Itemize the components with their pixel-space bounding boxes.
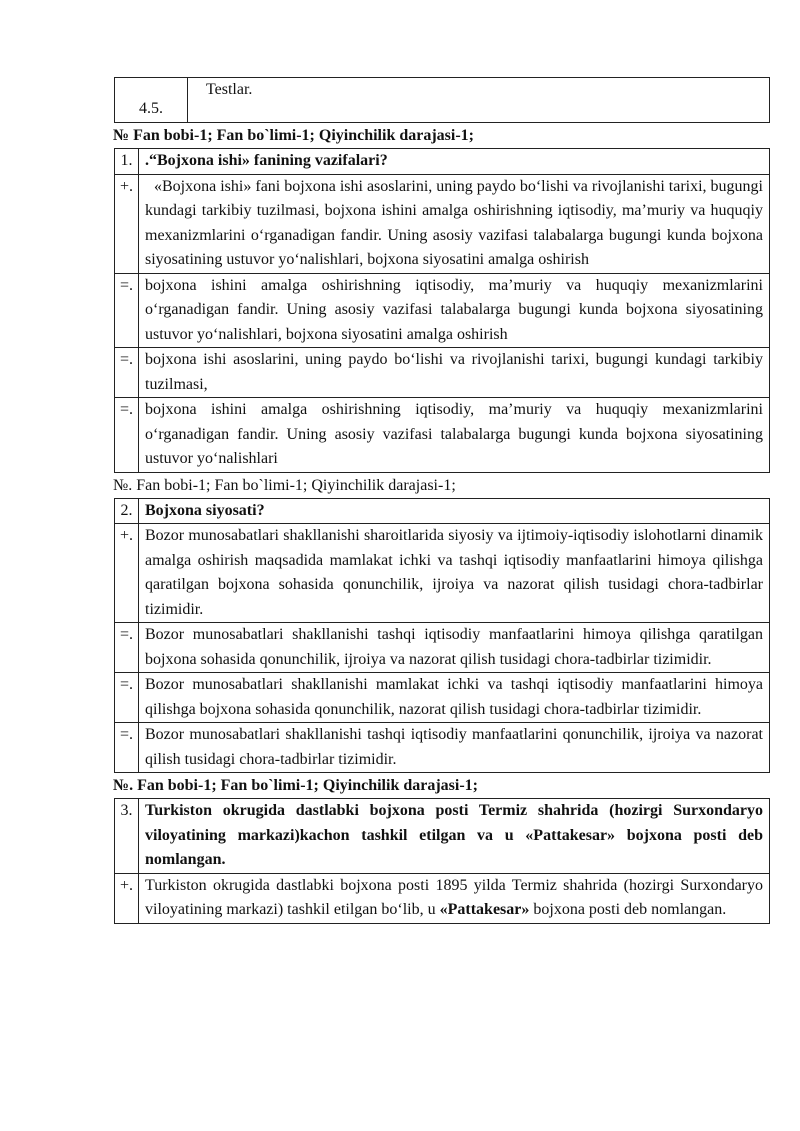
answer-text xyxy=(139,873,770,923)
answer-text: Bozor munosabatlari shakllanishi tashqi iqtisodiy manfaatlarini himoya qilishga qaratilgan bojxona sohasida qonunchilik, ijroiya va nazorat qilish tusidagi chora-tadbirlar tizimidir. xyxy=(139,623,770,673)
answer-row xyxy=(115,524,770,623)
answer-text: Bozor munosabatlari shakllanishi tashqi iqtisodiy manfaatlarini qonunchilik, ijroiya va nazorat qilish tusidagi chora-tadbirlar tizimidir. xyxy=(139,723,770,773)
answer-text-part: Turkiston okrugida dastlabki bojxona posti 1895 yilda Termiz shahrida (hozirgi Surxondaryo viloyatining markazi) tashkil etilgan bo‘lib, u xyxy=(145,876,763,918)
question-text: .“Bojxona ishi» fanining vazifalari? xyxy=(139,149,770,175)
answer-text: bojxona ishini amalga oshirishning iqtisodiy, ma’muriy va huquqiy mexanizmlarini o‘rganadigan fandir. Uning asosiy vazifasi talabalarga bugungi kunda bojxona siyosatining ustuvor yo‘nalishlari, bojxona siyosatini amalga oshirish xyxy=(139,273,770,348)
answer-mark: =. xyxy=(115,723,139,773)
answer-text-part: bojxona posti deb nomlangan. xyxy=(529,901,727,918)
answer-mark: =. xyxy=(115,348,139,398)
answer-mark: +. xyxy=(115,873,139,923)
answer-row xyxy=(115,673,770,723)
answer-mark: +. xyxy=(115,174,139,273)
answer-mark: =. xyxy=(115,398,139,473)
question-number: 1. xyxy=(115,149,139,175)
question-text: Turkiston okrugida dastlabki bojxona posti Termiz shahrida (hozirgi Surxondaryo viloyatining markazi)kachon tashkil etilgan va u «Pattakesar» bojxona posti deb nomlangan. xyxy=(139,799,770,874)
question-row xyxy=(115,149,770,175)
section-title: Testlar. xyxy=(188,78,770,123)
answer-row xyxy=(115,723,770,773)
answer-row xyxy=(115,273,770,348)
question-row xyxy=(115,799,770,874)
answer-row xyxy=(115,174,770,273)
question-text: Bojxona siyosati? xyxy=(139,498,770,524)
answer-text-bold: «Pattakesar» xyxy=(439,901,530,918)
answer-text: bojxona ishini amalga oshirishning iqtisodiy, ma’muriy va huquqiy mexanizmlarini o‘rganadigan fandir. Uning asosiy vazifasi talabalarga bugungi kunda bojxona siyosatining ustuvor yo‘nalishlari xyxy=(139,398,770,473)
answer-mark: +. xyxy=(115,524,139,623)
answer-row xyxy=(115,398,770,473)
answer-mark: =. xyxy=(115,273,139,348)
section-header-table xyxy=(114,77,770,123)
question-row xyxy=(115,498,770,524)
answer-text: Bozor munosabatlari shakllanishi sharoitlarida siyosiy va ijtimoiy-iqtisodiy islohotlarni dinamik amalga oshirish maqsadida mamlakat ichki va tashqi iqtisodiy manfaatlarini himoya qilishga qaratilgan bojxona sohasida qonunchilik, ijroiya va nazorat qilish tusidagi chora-tadbirlar tizimidir. xyxy=(139,524,770,623)
answer-text: «Bojxona ishi» fani bojxona ishi asoslarini, uning paydo bo‘lishi va rivojlanishi tarixi, bugungi kundagi tarkibiy tuzilmasi, bojxona ishini amalga oshirishning iqtisodiy, ma’muriy va huquqiy mexanizmlarini o‘rganadigan fandir. Uning asosiy vazifasi talabalarga bugungi kunda bojxona siyosatining ustuvor yo‘nalishlari, bojxona siyosatini amalga oshirish xyxy=(139,174,770,273)
answer-mark: =. xyxy=(115,623,139,673)
answer-mark: =. xyxy=(115,673,139,723)
document-page xyxy=(114,77,770,924)
question-meta: № Fan bobi-1; Fan bo`limi-1; Qiyinchilik darajasi-1; xyxy=(113,127,474,144)
question-meta: №. Fan bobi-1; Fan bo`limi-1; Qiyinchilik darajasi-1; xyxy=(113,777,478,794)
question-number: 2. xyxy=(115,498,139,524)
question-meta: №. Fan bobi-1; Fan bo`limi-1; Qiyinchilik darajasi-1; xyxy=(113,476,456,494)
answer-row xyxy=(115,873,770,923)
answer-text: Bozor munosabatlari shakllanishi mamlakat ichki va tashqi iqtisodiy manfaatlarini himoya qilishga bojxona sohasida qonunchilik, nazorat qilish tusidagi chora-tadbirlar tizimidir. xyxy=(139,673,770,723)
answer-text: bojxona ishi asoslarini, uning paydo bo‘lishi va rivojlanishi tarixi, bugungi kundagi tarkibiy tuzilmasi, xyxy=(139,348,770,398)
question-table xyxy=(114,798,770,924)
question-table xyxy=(114,148,770,473)
answer-row xyxy=(115,623,770,673)
question-table xyxy=(114,498,770,774)
question-number: 3. xyxy=(115,799,139,874)
answer-row xyxy=(115,348,770,398)
section-number: 4.5. xyxy=(115,78,188,123)
